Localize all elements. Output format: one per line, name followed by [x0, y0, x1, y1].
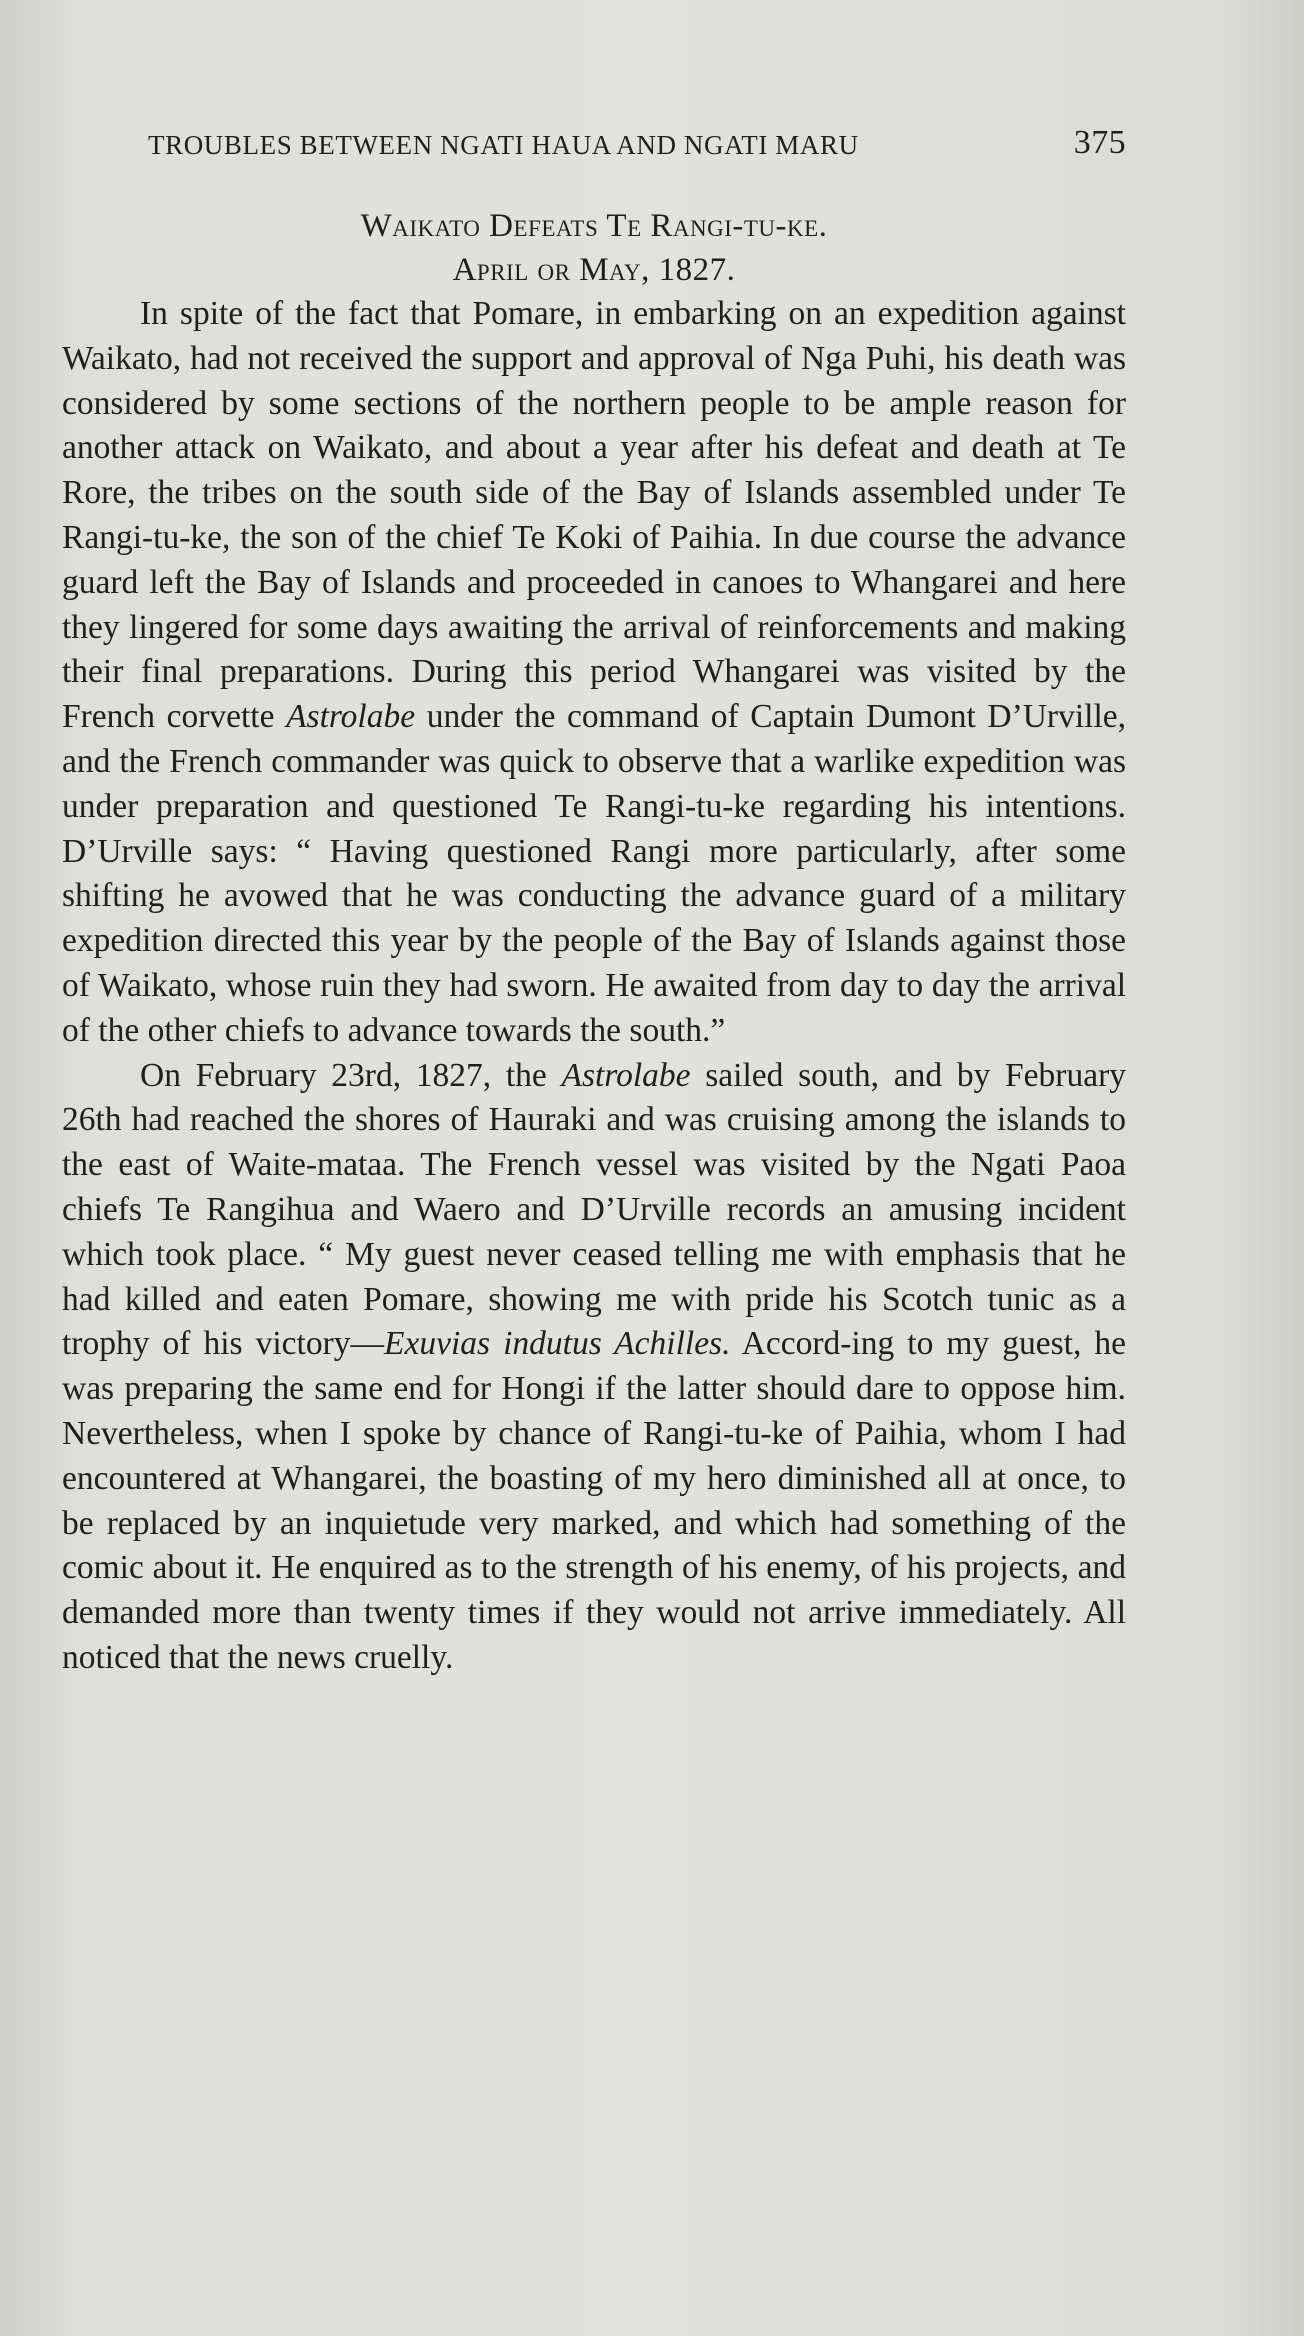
section-date: April or May, 1827.	[452, 252, 736, 288]
running-head	[62, 120, 1126, 172]
paragraph-2-text-1: On February 23rd, 1827, the	[140, 1056, 562, 1094]
section-heading: Waikato Defeats Te Rangi-tu-ke.	[360, 208, 828, 244]
ship-name-astrolabe: Astrolabe	[286, 698, 416, 736]
paragraph-1	[62, 292, 1126, 1054]
paragraph-2	[62, 1054, 1126, 1681]
paragraph-2-text-2: sailed south, and by February 26th had reached the shores of Hauraki and was cruising among the islands to the east of Waite-mataa. The French vessel was visited by the Ngati Paoa chiefs Te Rangihua and Waero and D’Urville records an amusing incident which took place. “ My guest never ceased telling me with emphasis that he had killed and eaten Pomare, showing me with pride his Scotch tunic as a trophy of his victory—	[62, 1056, 1126, 1363]
ship-name-astrolabe-2: Astrolabe	[561, 1056, 691, 1094]
running-title: TROUBLES BETWEEN NGATI HAUA AND NGATI MARU	[148, 130, 859, 160]
paragraph-1-text-1: In spite of the fact that Pomare, in embarking on an expedition against Waikato, had not received the support and approval of Nga Puhi, his death was considered by some sections of the northern people to be ample reason for another attack on Waikato, and about a year after his defeat and death at Te Rore, the tribes on the south side of the Bay of Islands assembled under Te Rangi-tu-ke, the son of the chief Te Koki of Paihia. In due course the advance guard left the Bay of Islands and proceeded in canoes to Whangarei and here they lingered for some days awaiting the arrival of reinforcements and making their final preparations. During this period Whangarei was visited by the French corvette	[62, 295, 1126, 736]
latin-quote: Exuvias indutus Achilles.	[384, 1325, 731, 1363]
paragraph-1-text-2: under the command of Captain Dumont D’Urville, and the French commander was quick to observe that a warlike expedition was under preparation and questioned Te Rangi-tu-ke regarding his intentions. D’Urville says: “ Having questioned Rangi more particularly, after some shifting he avowed that he was conducting the advance guard of a military expedition directed this year by the people of the Bay of Islands against those of Waikato, whose ruin they had sworn. He awaited from day to day the arrival of the other chiefs to advance towards the south.”	[62, 698, 1127, 1049]
book-page	[62, 120, 1126, 1681]
paragraph-2-text-3: Accord-ing to my guest, he was preparing the same end for Hongi if the latter should dare to oppose him. Nevertheless, when I spoke by chance of Rangi-tu-ke of Paihia, whom I had encountered at Whangarei, the boasting of my hero diminished all at once, to be replaced by an inquietude very marked, and which had something of the comic about it. He enquired as to the strength of his enemy, of his projects, and demanded more than twenty times if they would not arrive immediately. All noticed that the news cruelly.	[62, 1325, 1126, 1676]
page-number: 375	[1073, 124, 1126, 161]
body-text	[62, 292, 1126, 1681]
